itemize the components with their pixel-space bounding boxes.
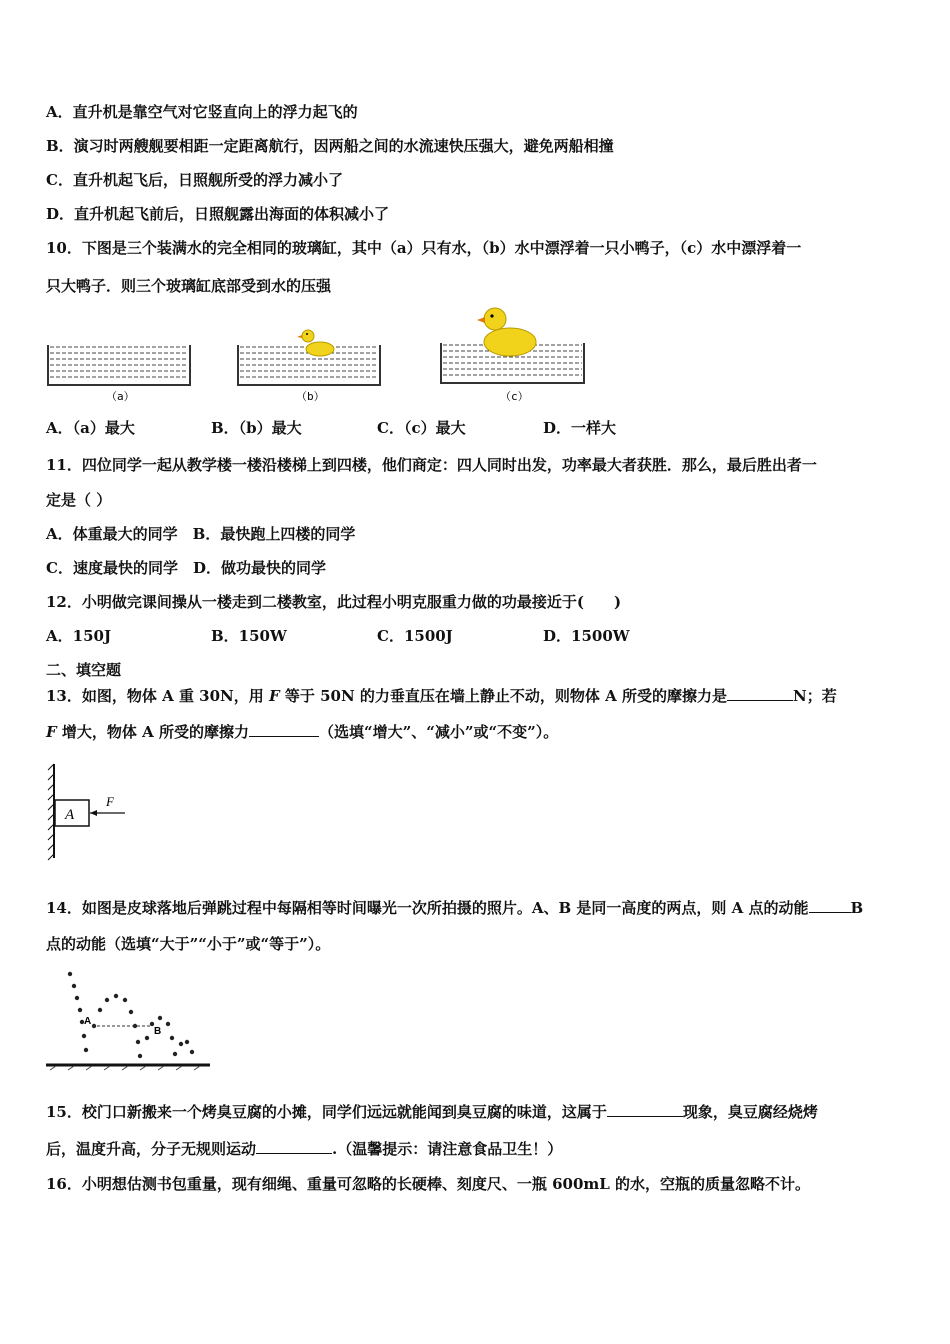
- q14-figure-bouncing-ball: [44, 966, 214, 1076]
- q14-text-b: B: [850, 899, 864, 917]
- q10-option-b: B．（b）最大: [211, 419, 302, 437]
- q15-blank-2[interactable]: [256, 1139, 332, 1154]
- q12-option-a: A．150J: [46, 627, 112, 645]
- tank-b-label: （b）: [296, 390, 325, 403]
- q13-text-d: 增大，物体 A 所受的摩擦力: [56, 723, 249, 741]
- q13-blank-1[interactable]: [727, 686, 793, 701]
- q9-option-c: C．直升机起飞后，日照舰所受的浮力减小了: [46, 171, 343, 189]
- q12-option-b: B．150W: [211, 627, 287, 645]
- q12-option-c: C．1500J: [377, 627, 453, 645]
- q13-stem-line2: [46, 722, 558, 742]
- q9-option-b: B．演习时两艘舰要相距一定距离航行，因两船之间的水流速快压强大，避免两船相撞: [46, 137, 614, 155]
- q9-option-a: A．直升机是靠空气对它竖直向上的浮力起飞的: [46, 103, 358, 121]
- q12-stem: 12．小明做完课间操从一楼走到二楼教室，此过程小明克服重力做的功最接近于( ): [46, 593, 622, 611]
- q10-option-d: D．一样大: [543, 419, 617, 437]
- tank-c-label: （c）: [500, 390, 529, 403]
- q14-stem-line2: 点的动能（选填“大于”“小于”或“等于”）。: [46, 935, 331, 953]
- large-duck: [477, 308, 536, 356]
- tank-a: [48, 345, 190, 403]
- q10-stem-line1: 10．下图是三个装满水的完全相同的玻璃缸，其中（a）只有水，（b）水中漂浮着一只小鸭子，（c）水中漂浮着一: [46, 239, 802, 257]
- q15-stem-line2: [46, 1139, 562, 1159]
- q15-stem-line1: [46, 1102, 818, 1122]
- q13-figure-wall-block: [40, 762, 140, 862]
- q10-option-a: A．（a）最大: [46, 419, 135, 437]
- q13-text-e: （选填“增大”、“减小”或“不变”）。: [318, 723, 559, 741]
- q12-option-d: D．1500W: [543, 627, 630, 645]
- q13-text-b: 等于 50N 的力垂直压在墙上静止不动，则物体 A 所受的摩擦力是: [279, 687, 727, 705]
- q11-options-ab: A．体重最大的同学 B．最快跑上四楼的同学: [46, 525, 356, 543]
- block-a-label: A: [65, 807, 75, 823]
- q10-figure-tanks: [40, 305, 600, 405]
- q10-stem-line2: 只大鸭子．则三个玻璃缸底部受到水的压强: [46, 277, 332, 295]
- q13-force-symbol: F: [269, 687, 280, 705]
- q14-stem-line1: [46, 898, 863, 918]
- q14-text-a: 14．如图是皮球落地后弹跳过程中每隔相等时间曝光一次所拍摄的照片。A、B 是同一高度的两点，则 A 点的动能: [46, 899, 809, 917]
- tank-a-label: （a）: [106, 390, 135, 403]
- q11-options-cd: C．速度最快的同学 D．做功最快的同学: [46, 559, 326, 577]
- q15-text-b: 现象，臭豆腐经烧烤: [682, 1103, 818, 1121]
- q13-force-symbol-2: F: [46, 723, 57, 741]
- q13-stem-line1: [46, 686, 837, 706]
- q11-stem-line1: 11．四位同学一起从教学楼一楼沿楼梯上到四楼，他们商定：四人同时出发，功率最大者获胜．那么，最后胜出者一: [46, 456, 817, 474]
- q15-text-d: .（温馨提示：请注意食品卫生！）: [332, 1140, 563, 1158]
- q10-option-c: C．（c）最大: [377, 419, 466, 437]
- q15-text-a: 15．校门口新搬来一个烤臭豆腐的小摊，同学们远远就能闻到臭豆腐的味道，这属于: [46, 1103, 607, 1121]
- point-a-label: A: [84, 1016, 92, 1027]
- q16-stem: 16．小明想估测书包重量，现有细绳、重量可忽略的长硬棒、刻度尺、一瓶 600mL 的水，空瓶的质量忽略不计。: [46, 1175, 811, 1193]
- force-label: F: [106, 794, 114, 809]
- tank-b: [238, 330, 380, 403]
- small-duck: [297, 330, 334, 356]
- q13-blank-2[interactable]: [249, 722, 319, 737]
- q13-text-a: 13．如图，物体 A 重 30N，用: [46, 687, 269, 705]
- q15-text-c: 后，温度升高，分子无规则运动: [46, 1140, 257, 1158]
- q11-stem-line2: 定是（ ）: [46, 491, 112, 509]
- section-heading-fill-in: 二、填空题: [46, 661, 122, 679]
- q13-text-c: N；若: [793, 687, 837, 705]
- q9-option-d: D．直升机起飞前后，日照舰露出海面的体积减小了: [46, 205, 390, 223]
- q14-blank[interactable]: [809, 898, 851, 913]
- point-b-label: B: [154, 1026, 162, 1037]
- tank-c: [441, 308, 584, 403]
- q15-blank-1[interactable]: [607, 1102, 683, 1117]
- ball-trajectory: [68, 972, 194, 1058]
